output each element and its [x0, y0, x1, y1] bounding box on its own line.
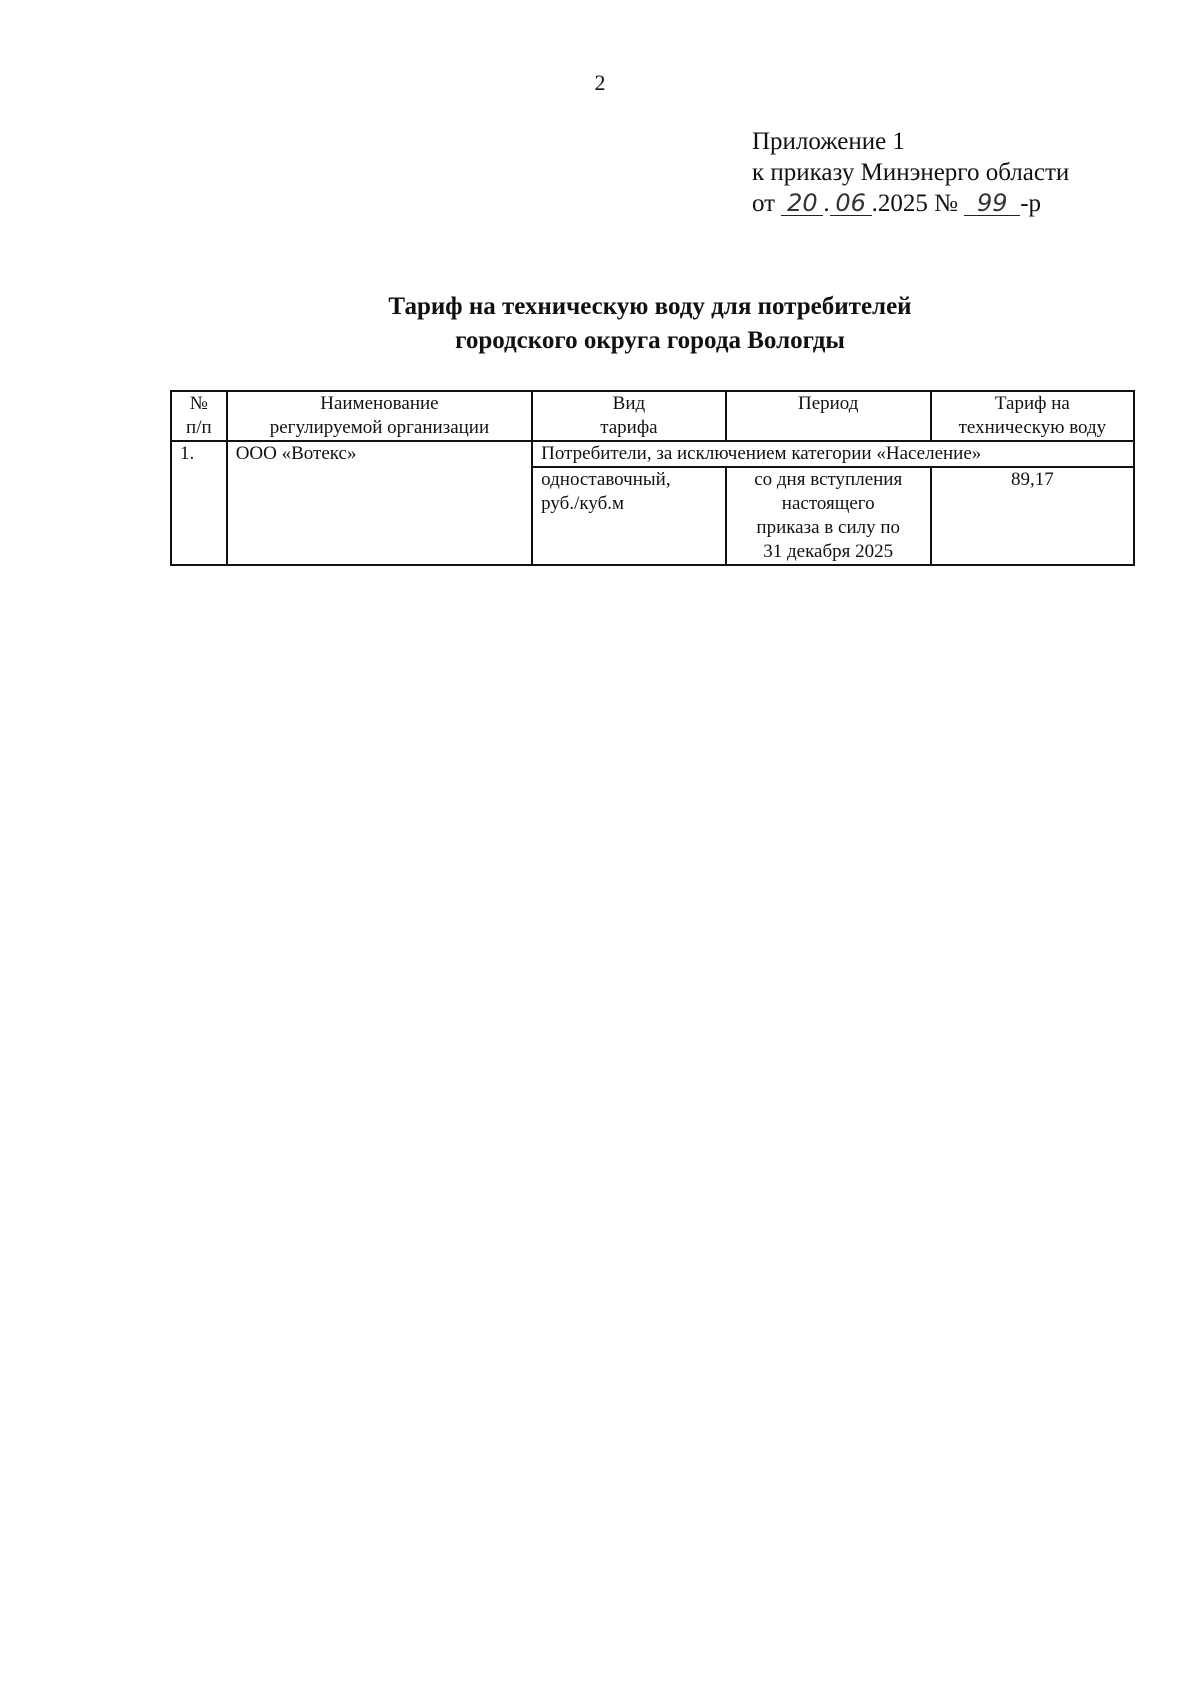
tariff-type-line1: одноставочный,: [541, 469, 671, 490]
row-tariff-value: 89,17: [931, 467, 1134, 565]
period-line3: приказа в силу по: [756, 517, 901, 538]
header-organization: [227, 391, 532, 441]
tariff-type-line2: руб./куб.м: [541, 493, 625, 514]
header-number-line2: п/п: [186, 417, 212, 438]
tariff-table: [170, 390, 1135, 566]
header-org-line2: регулируемой организации: [269, 417, 490, 438]
title-line-2: городского округа города Вологды: [455, 327, 845, 354]
date-separator: .: [823, 190, 830, 217]
handwritten-order-number: 99: [964, 191, 1020, 216]
appendix-block: [752, 126, 1069, 219]
header-type-line1: Вид: [612, 393, 646, 414]
header-number-line1: №: [189, 393, 208, 414]
header-org-line1: Наименование: [320, 393, 439, 414]
order-suffix: -р: [1020, 190, 1042, 217]
header-tariff-line1: Тариф на: [994, 393, 1070, 414]
row-tariff-type: [532, 467, 726, 565]
header-period-label: Период: [797, 393, 859, 414]
table-row: [171, 441, 1134, 467]
header-tariff-value: [931, 391, 1134, 441]
date-prefix: от: [752, 190, 776, 217]
header-tariff-type: [532, 391, 726, 441]
period-line1: со дня вступления: [754, 469, 903, 490]
row-consumer-category: Потребители, за исключением категории «Население»: [532, 441, 1134, 467]
title-line-1: Тариф на техническую воду для потребителей: [388, 293, 912, 320]
row-number: 1.: [171, 441, 227, 565]
header-period: [726, 391, 931, 441]
period-line4: 31 декабря 2025: [763, 541, 894, 562]
header-tariff-line2: техническую воду: [958, 417, 1107, 438]
handwritten-month: 06: [830, 191, 872, 216]
appendix-title: Приложение 1: [752, 128, 905, 155]
period-line2: настоящего: [781, 493, 875, 514]
table-header-row: [171, 391, 1134, 441]
page-number: 2: [594, 70, 606, 95]
appendix-order-ref: к приказу Минэнерго области: [752, 159, 1070, 186]
row-organization: ООО «Вотекс»: [227, 441, 532, 565]
handwritten-day: 20: [781, 191, 823, 216]
row-period: [726, 467, 931, 565]
date-year: .2025 №: [871, 190, 958, 217]
header-number: [171, 391, 227, 441]
header-type-line2: тарифа: [600, 417, 658, 438]
appendix-date-line: [752, 188, 1069, 219]
document-title: [0, 290, 1200, 358]
